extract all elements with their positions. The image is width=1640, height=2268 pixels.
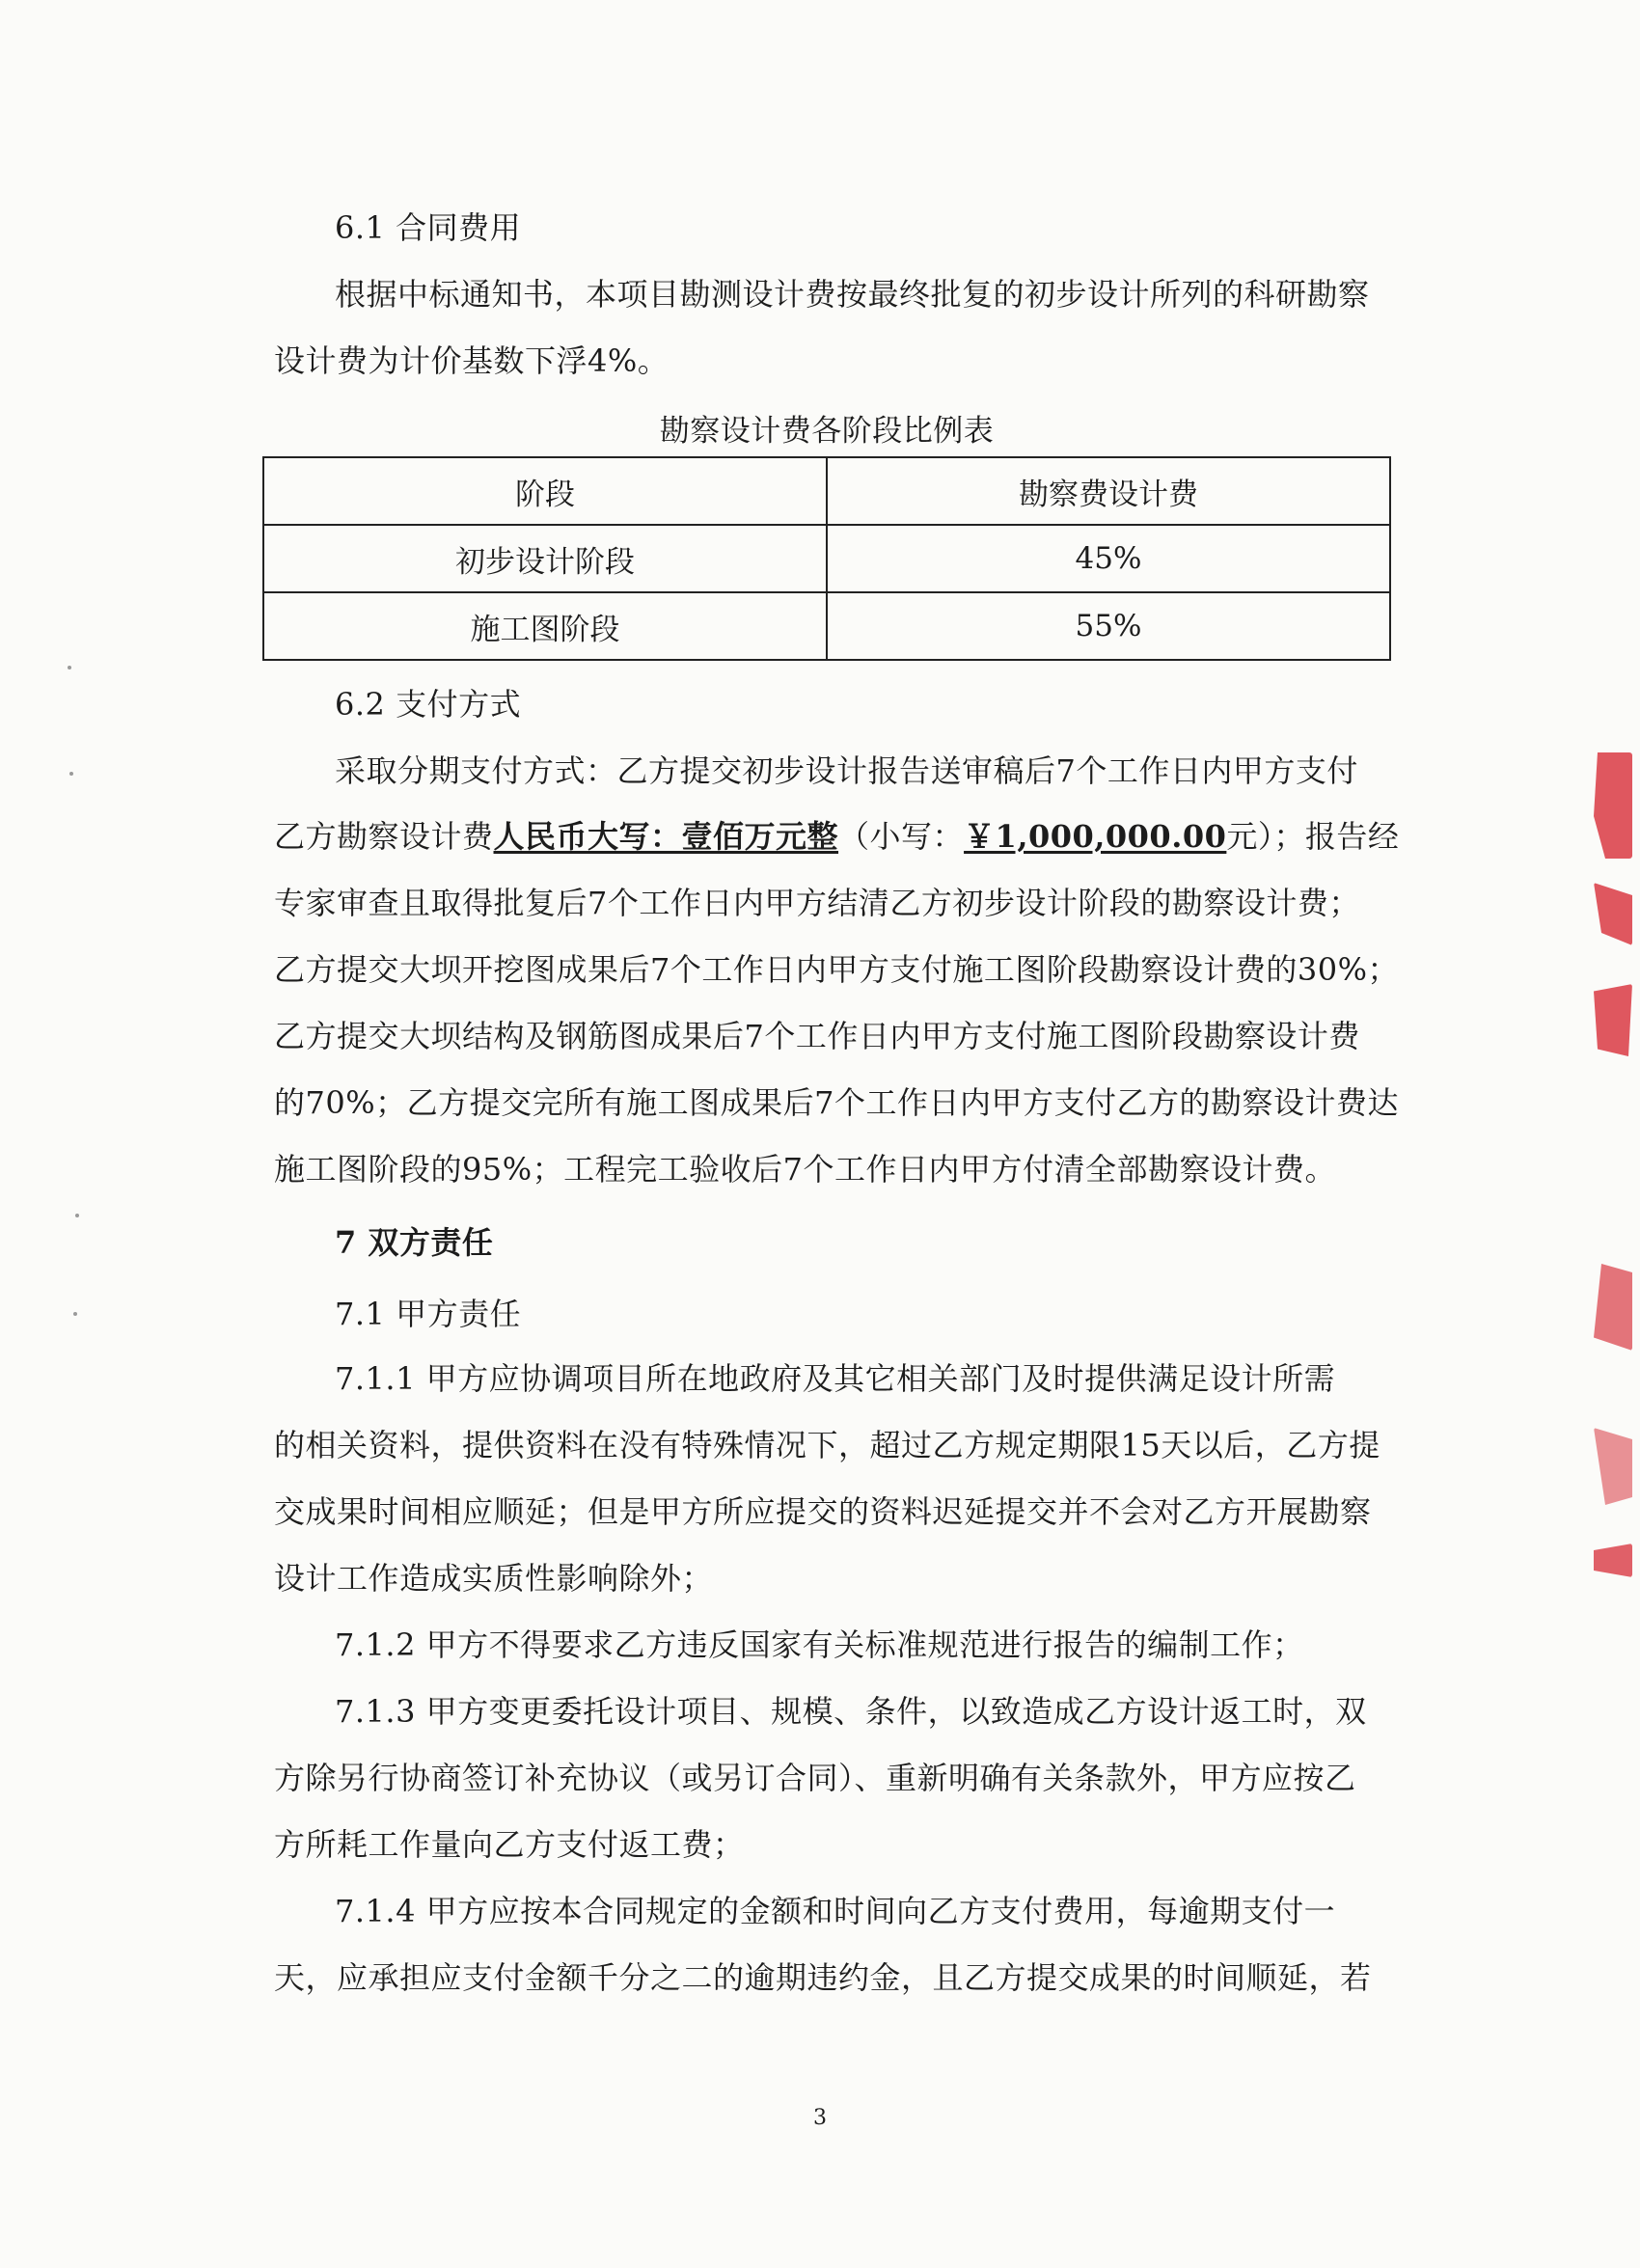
- table-row: [263, 592, 1390, 660]
- table-cell-stage: 初步设计阶段: [263, 525, 827, 592]
- section-6-2-line7: 施工图阶段的95%；工程完工验收后7个工作日内甲方付清全部勘察设计费。: [274, 1151, 1336, 1188]
- table-header-fee: 勘察费设计费: [827, 457, 1390, 525]
- section-7-1-heading: 7.1 甲方责任: [335, 1296, 522, 1332]
- item-7-1-4-line2: 天，应承担应支付金额千分之二的逾期违约金，且乙方提交成果的时间顺延，若: [274, 1959, 1372, 1996]
- seal-fragment: [1594, 1544, 1632, 1577]
- section-6-2-heading: 6.2 支付方式: [335, 686, 522, 723]
- scan-speck: [75, 1214, 79, 1217]
- scan-speck: [68, 666, 71, 669]
- table-caption: 勘察设计费各阶段比例表: [659, 414, 995, 449]
- seal-fragment: [1594, 752, 1632, 859]
- seal-fragment: [1594, 984, 1632, 1056]
- payment-text-suffix: 元）；报告经: [1226, 818, 1400, 855]
- payment-text-mid: （小写：: [838, 818, 965, 855]
- item-7-1-4-line1: 7.1.4 甲方应按本合同规定的金额和时间向乙方支付费用，每逾期支付一: [335, 1893, 1336, 1929]
- item-7-1-1-line1: 7.1.1 甲方应协调项目所在地政府及其它相关部门及时提供满足设计所需: [335, 1360, 1336, 1397]
- scan-speck: [69, 772, 73, 776]
- fee-ratio-table: [262, 456, 1391, 661]
- section-6-1-para-line2: 设计费为计价基数下浮4%。: [274, 342, 670, 379]
- section-7-heading: 7 双方责任: [335, 1224, 494, 1261]
- section-6-1-heading: 6.1 合同费用: [335, 209, 522, 246]
- table-header-stage: 阶段: [263, 457, 827, 525]
- item-7-1-2-line1: 7.1.2 甲方不得要求乙方违反国家有关标准规范进行报告的编制工作；: [335, 1626, 1304, 1663]
- section-6-1-para-line1: 根据中标通知书，本项目勘测设计费按最终批复的初步设计所列的科研勘察: [335, 276, 1370, 313]
- amount-in-figures: ￥1,000,000.00: [964, 818, 1227, 855]
- seal-fragment: [1594, 883, 1632, 945]
- table-cell-stage: 施工图阶段: [263, 592, 827, 660]
- item-7-1-3-line3: 方所耗工作量向乙方支付返工费；: [274, 1826, 745, 1863]
- table-cell-ratio: 45%: [827, 525, 1390, 592]
- table-cell-ratio: 55%: [827, 592, 1390, 660]
- seal-fragment: [1594, 1428, 1632, 1505]
- section-6-2-line2: [274, 817, 1399, 856]
- seal-fragment: [1594, 1264, 1632, 1351]
- section-6-2-line4: 乙方提交大坝开挖图成果后7个工作日内甲方支付施工图阶段勘察设计费的30%；: [274, 951, 1399, 988]
- item-7-1-3-line2: 方除另行协商签订补充协议（或另订合同）、重新明确有关条款外，甲方应按乙: [274, 1760, 1356, 1796]
- amount-in-words: 人民币大写：壹佰万元整: [493, 818, 839, 855]
- item-7-1-1-line4: 设计工作造成实质性影响除外；: [274, 1560, 714, 1597]
- section-6-2-line5: 乙方提交大坝结构及钢筋图成果后7个工作日内甲方支付施工图阶段勘察设计费: [274, 1018, 1360, 1054]
- section-6-2-line1: 采取分期支付方式：乙方提交初步设计报告送审稿后7个工作日内甲方支付: [335, 752, 1358, 789]
- section-6-2-line6: 的70%；乙方提交完所有施工图成果后7个工作日内甲方支付乙方的勘察设计费达: [274, 1084, 1399, 1121]
- payment-text-prefix: 乙方勘察设计费: [274, 818, 494, 855]
- item-7-1-1-line3: 交成果时间相应顺延；但是甲方所应提交的资料迟延提交并不会对乙方开展勘察: [274, 1493, 1372, 1530]
- table-header-row: [263, 457, 1390, 525]
- page-number: 3: [813, 2106, 827, 2130]
- table-row: [263, 525, 1390, 592]
- section-6-2-line3: 专家审查且取得批复后7个工作日内甲方结清乙方初步设计阶段的勘察设计费；: [274, 885, 1360, 921]
- item-7-1-1-line2: 的相关资料，提供资料在没有特殊情况下，超过乙方规定期限15天以后，乙方提: [274, 1427, 1380, 1463]
- scan-speck: [73, 1312, 77, 1316]
- item-7-1-3-line1: 7.1.3 甲方变更委托设计项目、规模、条件，以致造成乙方设计返工时，双: [335, 1693, 1367, 1730]
